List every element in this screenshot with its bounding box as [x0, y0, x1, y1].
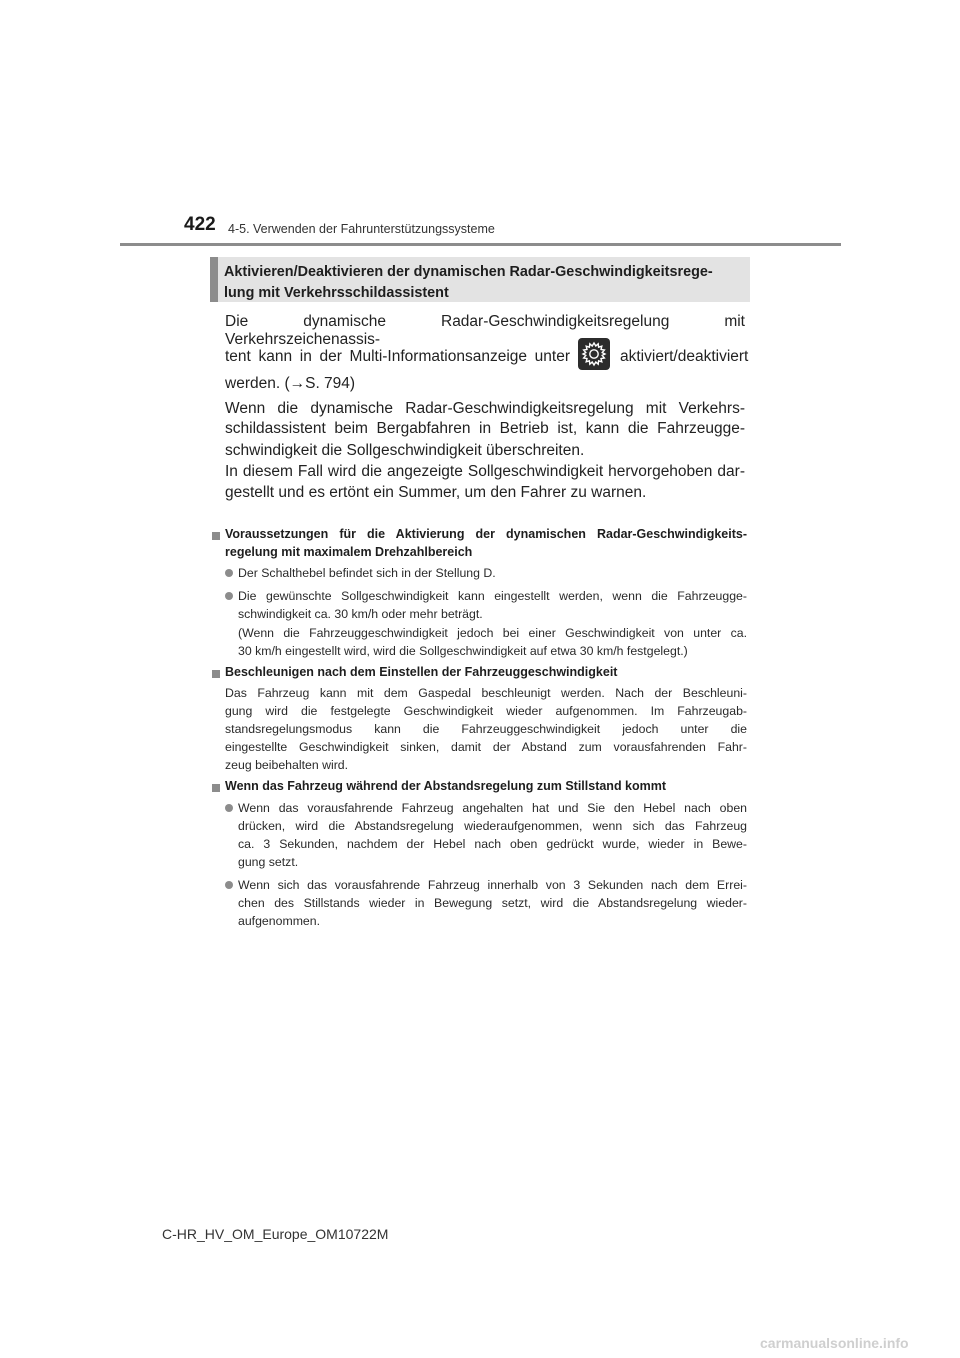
bullet-text: chen des Stillstands wieder in Bewegung setzt, wird die Abstandsregelung wieder-: [238, 896, 747, 910]
square-marker: [212, 784, 220, 792]
subsection-heading: Voraussetzungen für die Aktivierung der dynamischen Radar-Geschwindigkeits-: [225, 527, 747, 541]
bullet-text: 30 km/h eingestellt wird, wird die Sollgeschwindigkeit auf etwa 30 km/h festgelegt.): [238, 644, 688, 658]
body-text: zeug beibehalten wird.: [225, 758, 349, 772]
intro-line-part: tent kann in der Multi-Informationsanzeige unter: [225, 348, 570, 365]
header-rule: [120, 243, 841, 246]
bullet-dot: [225, 804, 233, 812]
body-text: gung wird die festgelegte Geschwindigkeit wieder aufgenommen. Im Fahrzeugab-: [225, 704, 747, 718]
section-title-line: Aktivieren/Deaktivieren der dynamischen Radar-Geschwindigkeitsrege-: [224, 264, 713, 280]
bullet-text: aufgenommen.: [238, 914, 321, 928]
bullet-text: ca. 3 Sekunden, nachdem der Hebel nach oben gedrückt wurde, wieder in Bewe-: [238, 837, 747, 851]
intro-line: werden. (→S. 794): [225, 375, 356, 392]
body-text: Das Fahrzeug kann mit dem Gaspedal beschleunigt werden. Nach der Beschleuni-: [225, 686, 747, 700]
subsection-heading: Wenn das Fahrzeug während der Abstandsregelung zum Stillstand kommt: [225, 779, 667, 793]
body-text: eingestellte Geschwindigkeit sinken, damit der Abstand zum vorausfahrenden Fahr-: [225, 740, 747, 754]
page-number: 422: [184, 214, 216, 235]
section-title-box: [210, 257, 750, 302]
section-title-line: lung mit Verkehrsschildassistent: [224, 285, 449, 301]
subsection-heading: regelung mit maximalem Drehzahlbereich: [225, 545, 473, 559]
para-line: gestellt und es ertönt ein Summer, um den Fahrer zu warnen.: [225, 484, 647, 501]
intro-line-part: aktiviert/deaktiviert: [620, 348, 749, 365]
para-line: In diesem Fall wird die angezeigte Sollgeschwindigkeit hervorgehoben dar-: [225, 463, 745, 480]
bullet-text: Wenn sich das vorausfahrende Fahrzeug innerhalb von 3 Sekunden nach dem Errei-: [238, 878, 747, 892]
bullet-dot: [225, 592, 233, 600]
bullet-text: Wenn das vorausfahrende Fahrzeug angehalten hat und Sie den Hebel nach oben: [238, 801, 747, 815]
square-marker: [212, 532, 220, 540]
bullet-text: schwindigkeit ca. 30 km/h oder mehr beträgt.: [238, 607, 483, 621]
footer-code: C-HR_HV_OM_Europe_OM10722M: [162, 1226, 389, 1242]
settings-gear-icon: [578, 338, 610, 370]
bullet-text: Die gewünschte Sollgeschwindigkeit kann eingestellt werden, wenn die Fahrzeugge-: [238, 589, 747, 603]
para-line: schildassistent beim Bergabfahren in Betrieb ist, kann die Fahrzeugge-: [225, 420, 745, 437]
bullet-dot: [225, 881, 233, 889]
para-line: Wenn die dynamische Radar-Geschwindigkeitsregelung mit Verkehrs-: [225, 400, 745, 417]
body-text: standsregelungsmodus kann die Fahrzeuggeschwindigkeit jedoch unter die: [225, 722, 747, 736]
chapter-title: 4-5. Verwenden der Fahrunterstützungssysteme: [228, 222, 495, 236]
subsection-heading: Beschleunigen nach dem Einstellen der Fahrzeuggeschwindigkeit: [225, 665, 618, 679]
bullet-text: drücken, wird die Abstandsregelung wiederaufgenommen, wenn sich das Fahrzeug: [238, 819, 747, 833]
intro-line: Die dynamische Radar-Geschwindigkeitsregelung mit Verkehrszeichenassis-: [225, 313, 745, 348]
bullet-text: gung setzt.: [238, 855, 299, 869]
bullet-text: Der Schalthebel befindet sich in der Stellung D.: [238, 566, 496, 580]
square-marker: [212, 670, 220, 678]
watermark: carmanualsonline.info: [760, 1335, 909, 1351]
bullet-dot: [225, 569, 233, 577]
bullet-text: (Wenn die Fahrzeuggeschwindigkeit jedoch bei einer Geschwindigkeit von unter ca.: [238, 626, 747, 640]
para-line: schwindigkeit die Sollgeschwindigkeit überschreiten.: [225, 442, 585, 459]
